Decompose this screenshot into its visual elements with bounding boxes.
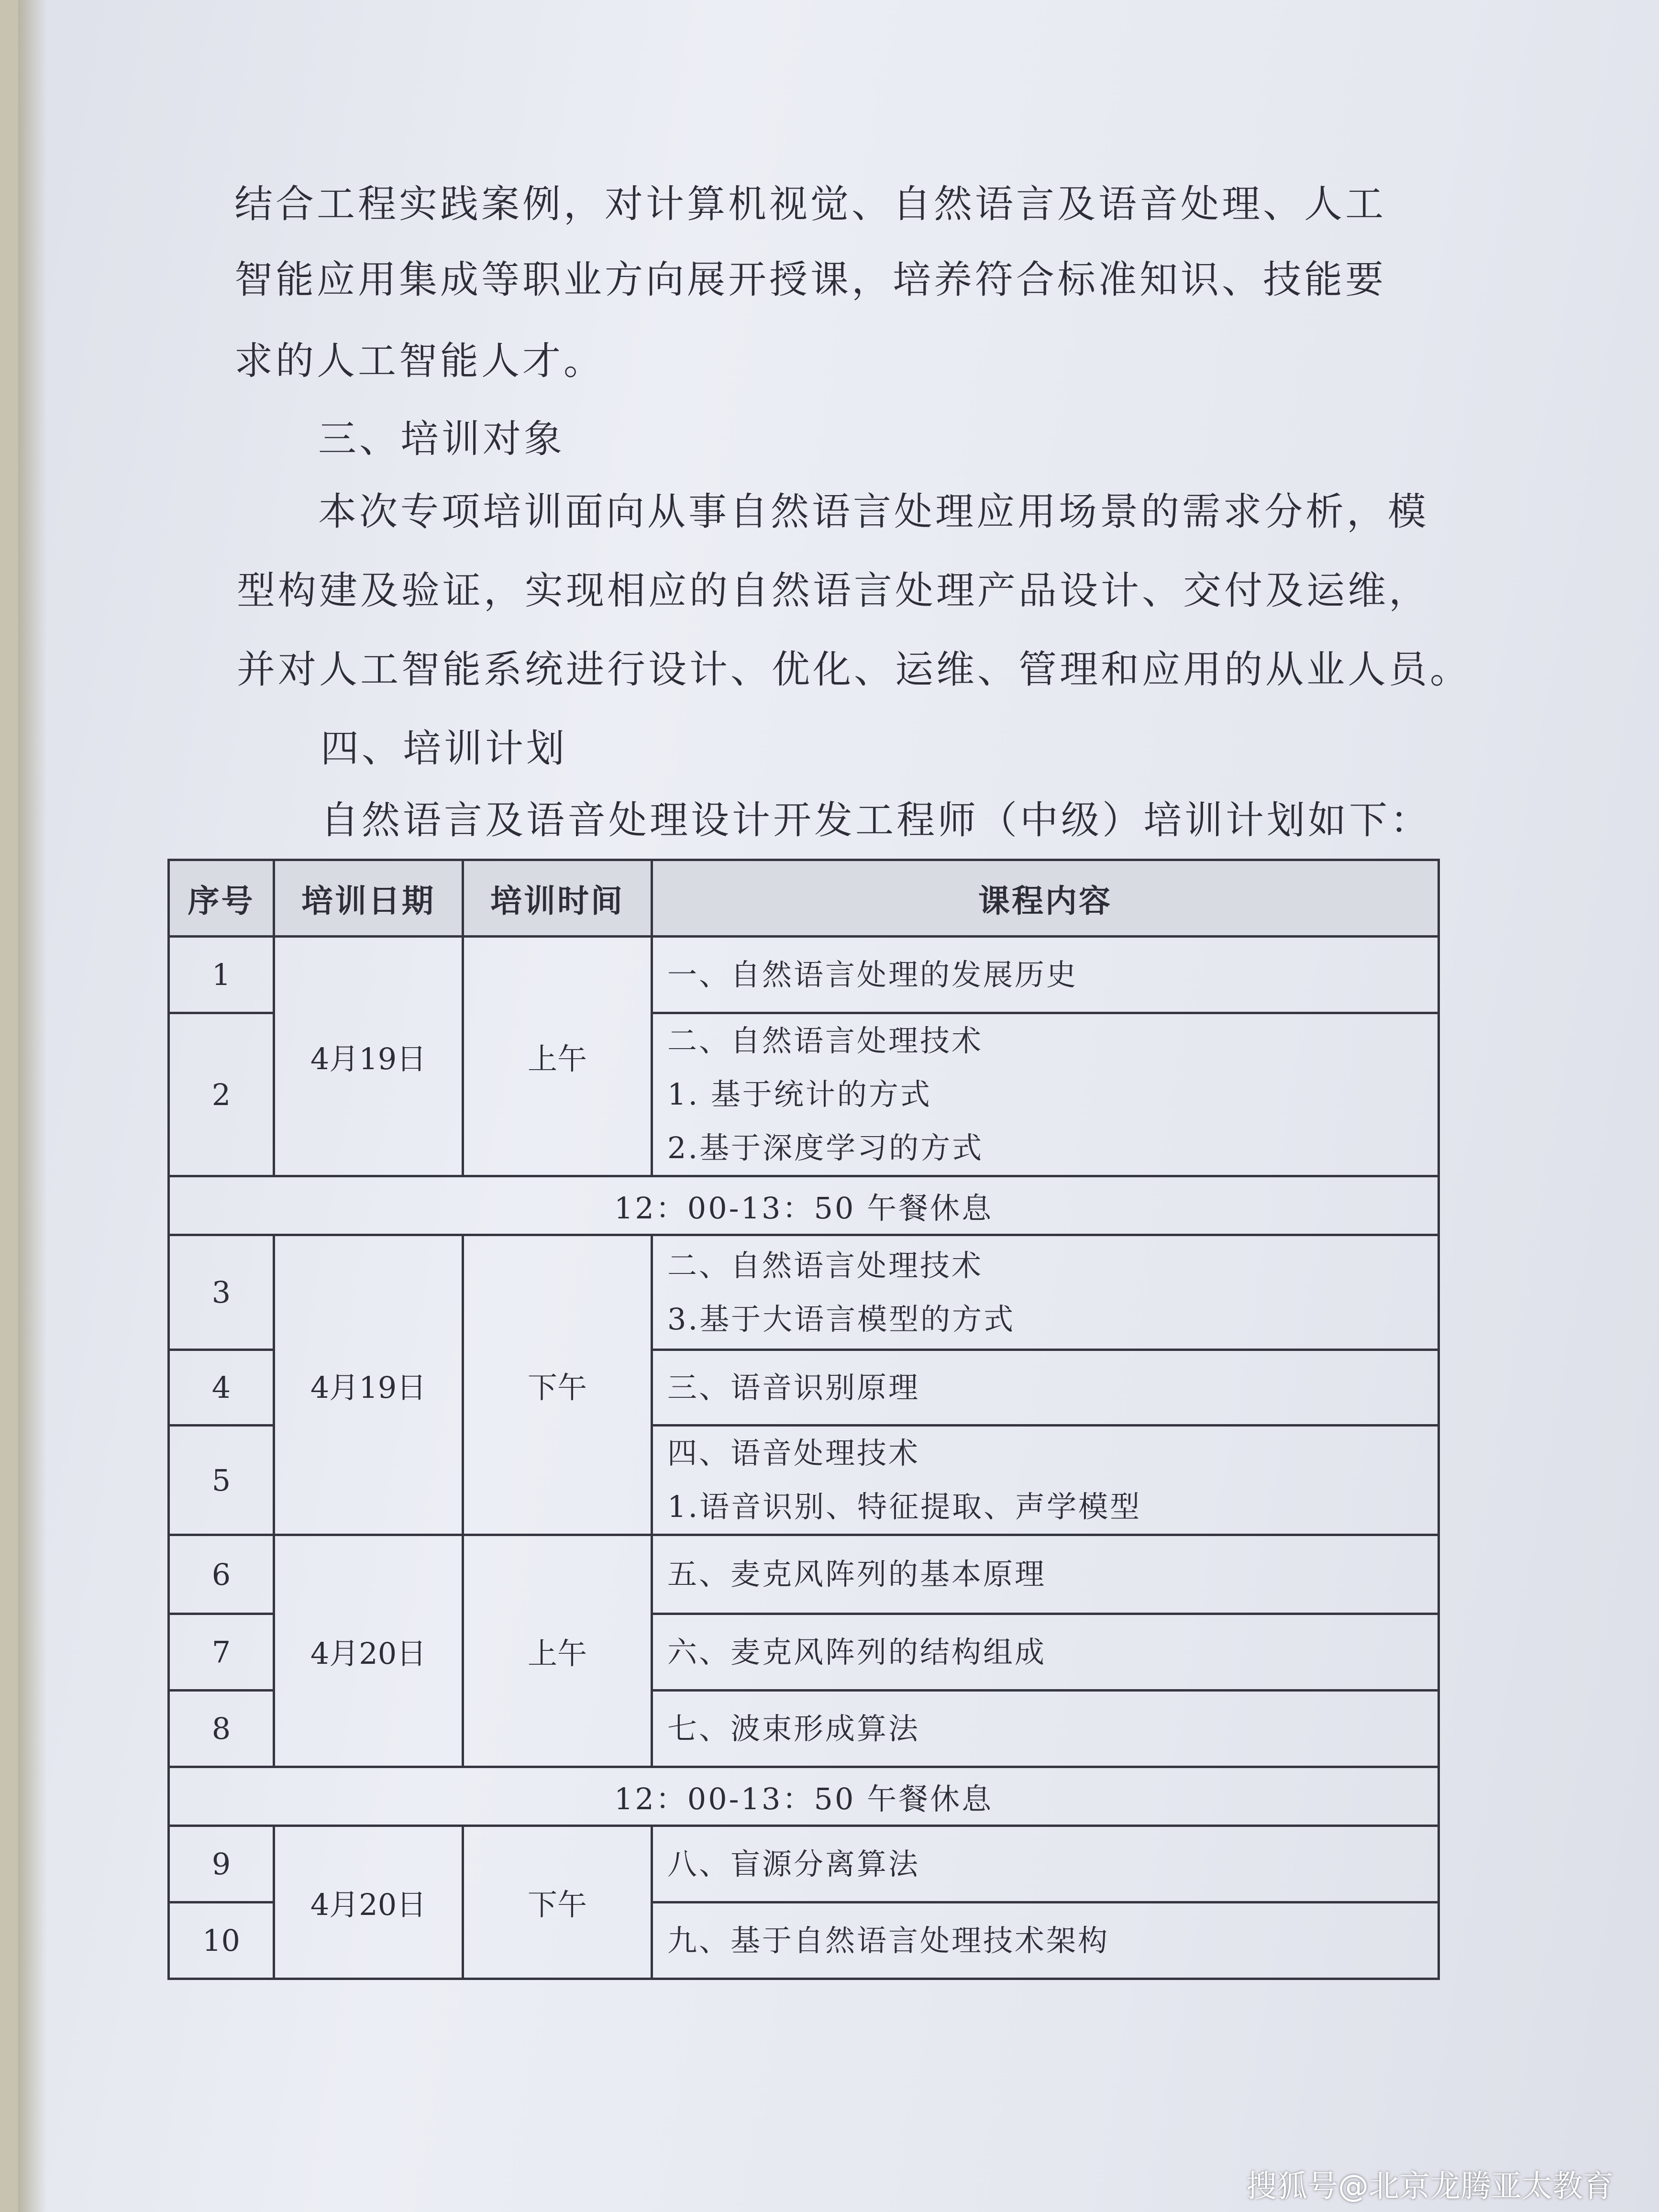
section4-heading: 四、培训计划: [321, 726, 567, 771]
row-no: 1: [169, 937, 274, 1013]
source-watermark: 搜狐号@北京龙腾亚太教育: [1246, 2169, 1614, 2204]
row-time: 下午: [463, 1235, 652, 1535]
intro-line-3: 求的人工智能人才。: [234, 339, 605, 383]
section4-intro: 自然语言及语音处理设计开发工程师（中级）培训计划如下：: [321, 798, 1431, 842]
lunch-break-row: [169, 1176, 1439, 1235]
row-no: 2: [169, 1013, 274, 1176]
row-no: 8: [169, 1691, 274, 1767]
content-line: 八、盲源分离算法: [667, 1846, 920, 1881]
content-line: 二、自然语言处理技术: [667, 1023, 984, 1058]
row-content: [652, 1235, 1439, 1350]
table-row: [169, 1535, 1439, 1614]
row-no: 5: [169, 1426, 274, 1535]
content-line: 一、自然语言处理的发展历史: [667, 957, 1078, 992]
content-line: 2.基于深度学习的方式: [667, 1130, 984, 1165]
content-line: 四、语音处理技术: [667, 1436, 920, 1471]
content-line: 七、波束形成算法: [667, 1711, 920, 1746]
content-line: 五、麦克风阵列的基本原理: [667, 1557, 1047, 1592]
row-time: 上午: [463, 1535, 652, 1767]
table-header-row: [169, 860, 1439, 937]
header-content: 课程内容: [652, 860, 1439, 937]
row-content: [652, 1426, 1439, 1535]
row-no: 6: [169, 1535, 274, 1614]
row-content: [652, 1350, 1439, 1426]
header-time: 培训时间: [463, 860, 652, 937]
header-no: 序号: [169, 860, 274, 937]
row-content: [652, 1902, 1439, 1979]
row-content: [652, 937, 1439, 1013]
section3-line-1: 本次专项培训面向从事自然语言处理应用场景的需求分析，模: [318, 489, 1429, 534]
row-date: 4月20日: [274, 1826, 463, 1979]
row-date: 4月19日: [274, 1235, 463, 1535]
section3-heading: 三、培训对象: [318, 417, 565, 461]
lunch-break: 12：00-13：50 午餐休息: [169, 1176, 1439, 1235]
lunch-break-row: [169, 1767, 1439, 1826]
row-no: 4: [169, 1350, 274, 1426]
row-time: 上午: [463, 937, 652, 1176]
row-date: 4月19日: [274, 937, 463, 1176]
table-row: [169, 1826, 1439, 1902]
row-no: 9: [169, 1826, 274, 1902]
row-content: [652, 1826, 1439, 1902]
intro-line-1: 结合工程实践案例，对计算机视觉、自然语言及语音处理、人工: [234, 182, 1386, 226]
content-line: 1. 基于统计的方式: [667, 1077, 932, 1112]
content-line: 九、基于自然语言处理技术架构: [667, 1923, 1110, 1958]
row-no: 3: [169, 1235, 274, 1350]
row-content: [652, 1691, 1439, 1767]
content-line: 三、语音识别原理: [667, 1370, 920, 1405]
row-date: 4月20日: [274, 1535, 463, 1767]
content-line: 3.基于大语言模型的方式: [667, 1301, 1016, 1337]
row-time: 下午: [463, 1826, 652, 1979]
content-line: 二、自然语言处理技术: [667, 1248, 984, 1283]
page-edge-shadow: [18, 0, 47, 2212]
row-content: [652, 1535, 1439, 1614]
training-plan-table: [167, 859, 1440, 1980]
lunch-break: 12：00-13：50 午餐休息: [169, 1767, 1439, 1826]
header-date: 培训日期: [274, 860, 463, 937]
row-no: 10: [169, 1902, 274, 1979]
row-content: [652, 1614, 1439, 1691]
content-line: 六、麦克风阵列的结构组成: [667, 1634, 1047, 1670]
content-line: 1.语音识别、特征提取、声学模型: [667, 1489, 1142, 1524]
table-row: [169, 937, 1439, 1013]
intro-line-2: 智能应用集成等职业方向展开授课，培养符合标准知识、技能要: [234, 257, 1386, 302]
section3-line-3: 并对人工智能系统进行设计、优化、运维、管理和应用的从业人员。: [237, 647, 1471, 692]
table-row: [169, 1235, 1439, 1350]
row-no: 7: [169, 1614, 274, 1691]
row-content: [652, 1013, 1439, 1176]
section3-line-2: 型构建及验证，实现相应的自然语言处理产品设计、交付及运维，: [237, 568, 1430, 613]
